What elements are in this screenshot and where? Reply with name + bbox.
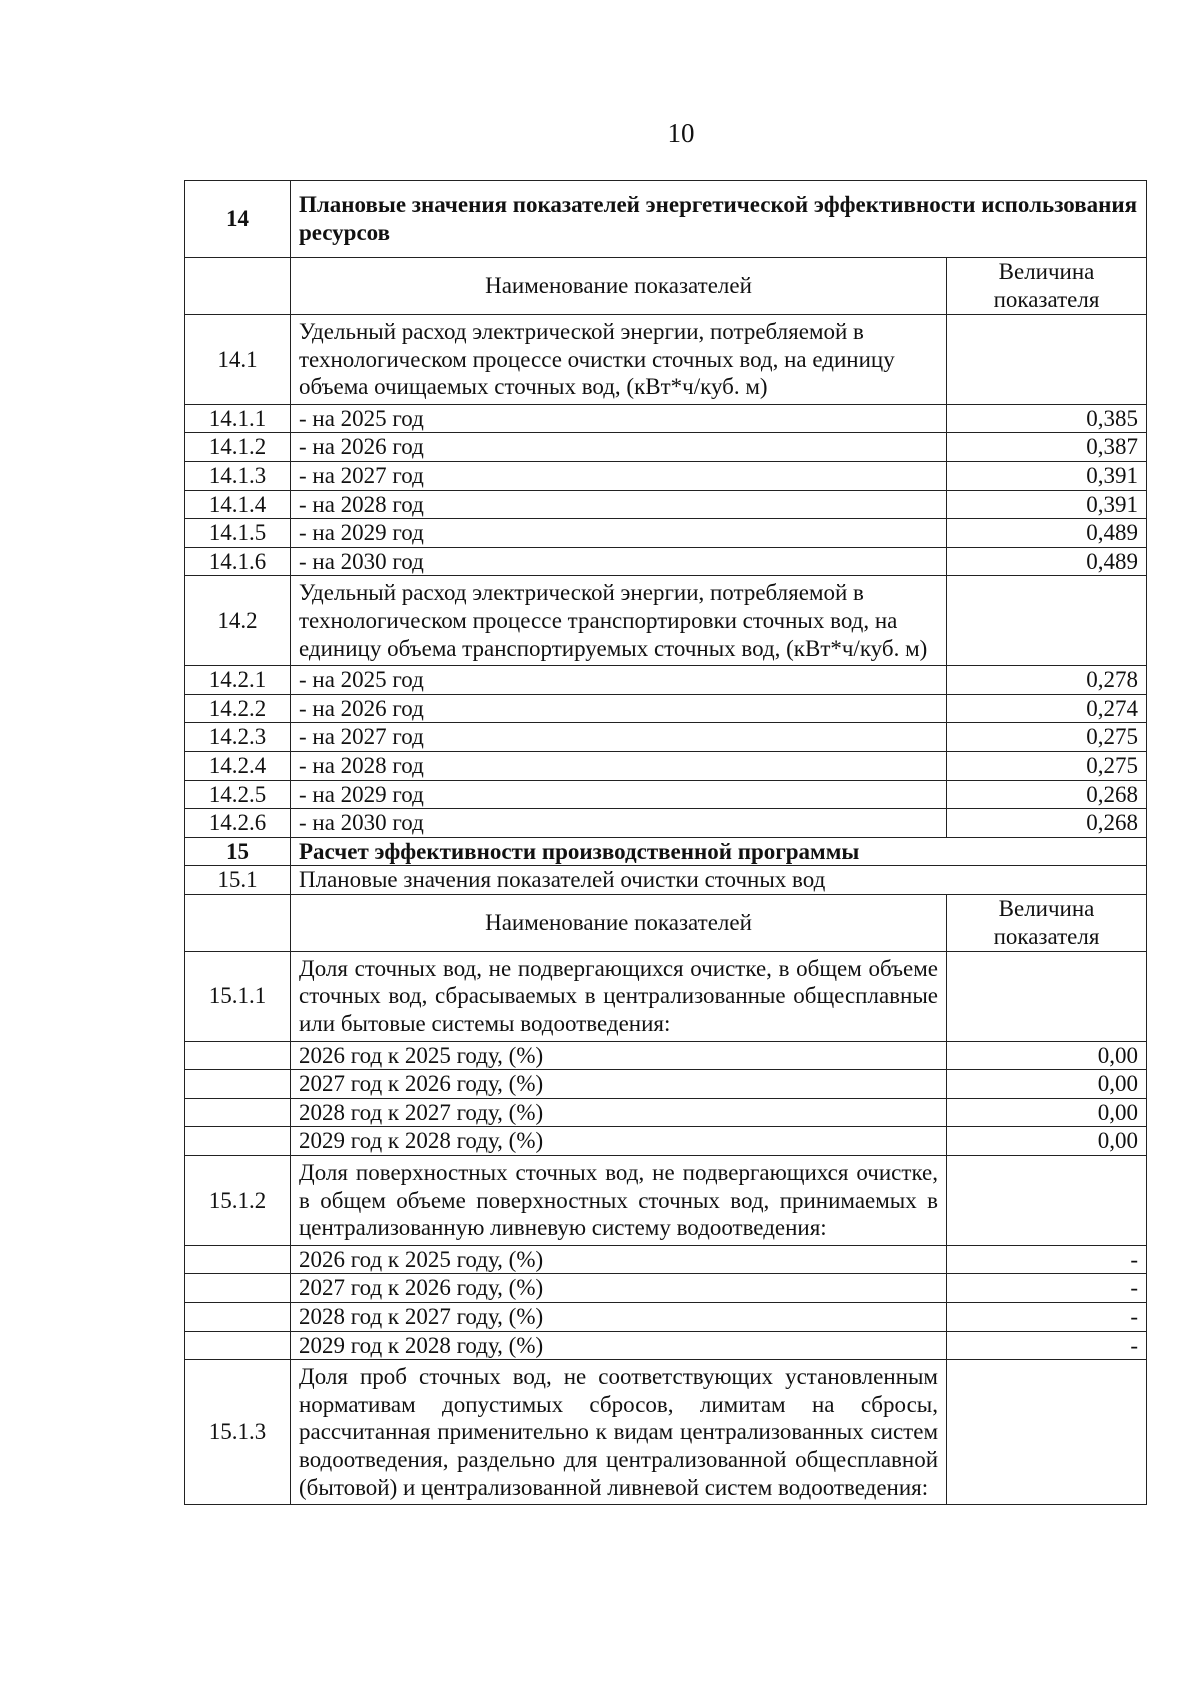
row-value: 0,268 [947,780,1147,809]
row-value: - [947,1303,1147,1332]
section-number: 15 [185,837,291,866]
row-label: - на 2028 год [291,751,947,780]
row-value: 0,489 [947,519,1147,548]
group-number: 15.1.1 [185,951,291,1041]
row-label: - на 2026 год [291,694,947,723]
subsection-row [185,866,1147,895]
table-row [185,809,1147,838]
row-number-empty [185,1098,291,1127]
group-row [185,576,1147,666]
group-value-empty [947,1360,1147,1505]
row-label: - на 2025 год [291,404,947,433]
row-number-empty [185,1127,291,1156]
group-row [185,1360,1147,1505]
row-label: - на 2028 год [291,490,947,519]
table-row [185,490,1147,519]
row-number: 14.2.4 [185,751,291,780]
row-number: 14.2.3 [185,723,291,752]
row-label: - на 2027 год [291,461,947,490]
row-number-empty [185,1331,291,1360]
row-label: 2026 год к 2025 году, (%) [291,1041,947,1070]
section-title: Плановые значения показателей энергетической эффективности использования ресурсов [291,181,1147,258]
subsection-title: Плановые значения показателей очистки сточных вод [291,866,1147,895]
table-row [185,1041,1147,1070]
row-value: 0,00 [947,1070,1147,1099]
table-row [185,1274,1147,1303]
header-empty-cell [185,258,291,315]
table-row [185,1303,1147,1332]
row-label: 2029 год к 2028 году, (%) [291,1127,947,1156]
row-value: - [947,1331,1147,1360]
header-value: Величина показателя [947,894,1147,951]
header-name: Наименование показателей [291,894,947,951]
group-number: 15.1.2 [185,1156,291,1246]
group-description: Доля поверхностных сточных вод, не подвергающихся очистке, в общем объеме поверхностных сточных вод, принимаемых в централизованную ливневую систему водоотведения: [291,1156,947,1246]
subsection-number: 15.1 [185,866,291,895]
group-description: Доля проб сточных вод, не соответствующих установленным нормативам допустимых сбросов, лимитам на сбросы, рассчитанная применительно к видам централизованных систем водоотведения, раздельно для централизованной общесплавной (бытовой) и централизованной ливневой систем водоотведения: [291,1360,947,1505]
section-number: 14 [185,181,291,258]
header-empty-cell [185,894,291,951]
row-value: 0,391 [947,490,1147,519]
row-value: 0,489 [947,547,1147,576]
row-label: - на 2027 год [291,723,947,752]
row-value: 0,275 [947,723,1147,752]
group-value-empty [947,576,1147,666]
row-number: 14.2.1 [185,666,291,695]
group-value-empty [947,951,1147,1041]
group-row [185,315,1147,405]
row-number: 14.1.3 [185,461,291,490]
row-label: - на 2025 год [291,666,947,695]
group-row [185,1156,1147,1246]
row-number: 14.1.1 [185,404,291,433]
group-value-empty [947,1156,1147,1246]
header-row [185,258,1147,315]
table-row [185,519,1147,548]
group-number: 15.1.3 [185,1360,291,1505]
group-row [185,951,1147,1041]
row-number-empty [185,1274,291,1303]
row-label: 2026 год к 2025 году, (%) [291,1245,947,1274]
table-row [185,404,1147,433]
table-row [185,1127,1147,1156]
group-value-empty [947,315,1147,405]
row-number-empty [185,1303,291,1332]
row-number: 14.1.2 [185,433,291,462]
table-row [185,780,1147,809]
header-value: Величина показателя [947,258,1147,315]
row-value: 0,00 [947,1127,1147,1156]
table-row [185,694,1147,723]
row-number: 14.1.6 [185,547,291,576]
row-number-empty [185,1070,291,1099]
table-row [185,666,1147,695]
row-label: 2027 год к 2026 году, (%) [291,1274,947,1303]
row-value: 0,275 [947,751,1147,780]
group-description: Удельный расход электрической энергии, потребляемой в технологическом процессе транспортировки сточных вод, на единицу объема транспортируемых сточных вод, (кВт*ч/куб. м) [291,576,947,666]
table-row [185,461,1147,490]
table-row [185,1245,1147,1274]
row-label: 2028 год к 2027 году, (%) [291,1098,947,1127]
section-title-row [185,181,1147,258]
group-description: Доля сточных вод, не подвергающихся очистке, в общем объеме сточных вод, сбрасываемых в централизованные общесплавные или бытовые системы водоотведения: [291,951,947,1041]
row-number-empty [185,1245,291,1274]
section-title-row [185,837,1147,866]
row-number-empty [185,1041,291,1070]
group-description: Удельный расход электрической энергии, потребляемой в технологическом процессе очистки сточных вод, на единицу объема очищаемых сточных вод, (кВт*ч/куб. м) [291,315,947,405]
row-number: 14.2.5 [185,780,291,809]
indicators-table [184,180,1147,1505]
row-label: - на 2029 год [291,780,947,809]
table-row [185,1331,1147,1360]
group-number: 14.1 [185,315,291,405]
row-value: 0,00 [947,1041,1147,1070]
section-title: Расчет эффективности производственной программы [291,837,1147,866]
row-label: - на 2026 год [291,433,947,462]
row-value: - [947,1274,1147,1303]
row-value: 0,278 [947,666,1147,695]
row-value: 0,268 [947,809,1147,838]
row-label: 2028 год к 2027 году, (%) [291,1303,947,1332]
group-number: 14.2 [185,576,291,666]
page-number: 10 [667,118,695,148]
table-row [185,433,1147,462]
row-label: - на 2030 год [291,547,947,576]
table-row [185,547,1147,576]
row-number: 14.1.4 [185,490,291,519]
row-label: 2029 год к 2028 году, (%) [291,1331,947,1360]
row-number: 14.1.5 [185,519,291,548]
row-value: - [947,1245,1147,1274]
header-name: Наименование показателей [291,258,947,315]
row-value: 0,391 [947,461,1147,490]
row-label: - на 2029 год [291,519,947,548]
row-number: 14.2.6 [185,809,291,838]
table-row [185,723,1147,752]
table-row [185,751,1147,780]
row-value: 0,274 [947,694,1147,723]
row-value: 0,385 [947,404,1147,433]
row-number: 14.2.2 [185,694,291,723]
row-label: 2027 год к 2026 году, (%) [291,1070,947,1099]
row-value: 0,00 [947,1098,1147,1127]
table-row [185,1070,1147,1099]
header-row [185,894,1147,951]
row-value: 0,387 [947,433,1147,462]
row-label: - на 2030 год [291,809,947,838]
table-row [185,1098,1147,1127]
